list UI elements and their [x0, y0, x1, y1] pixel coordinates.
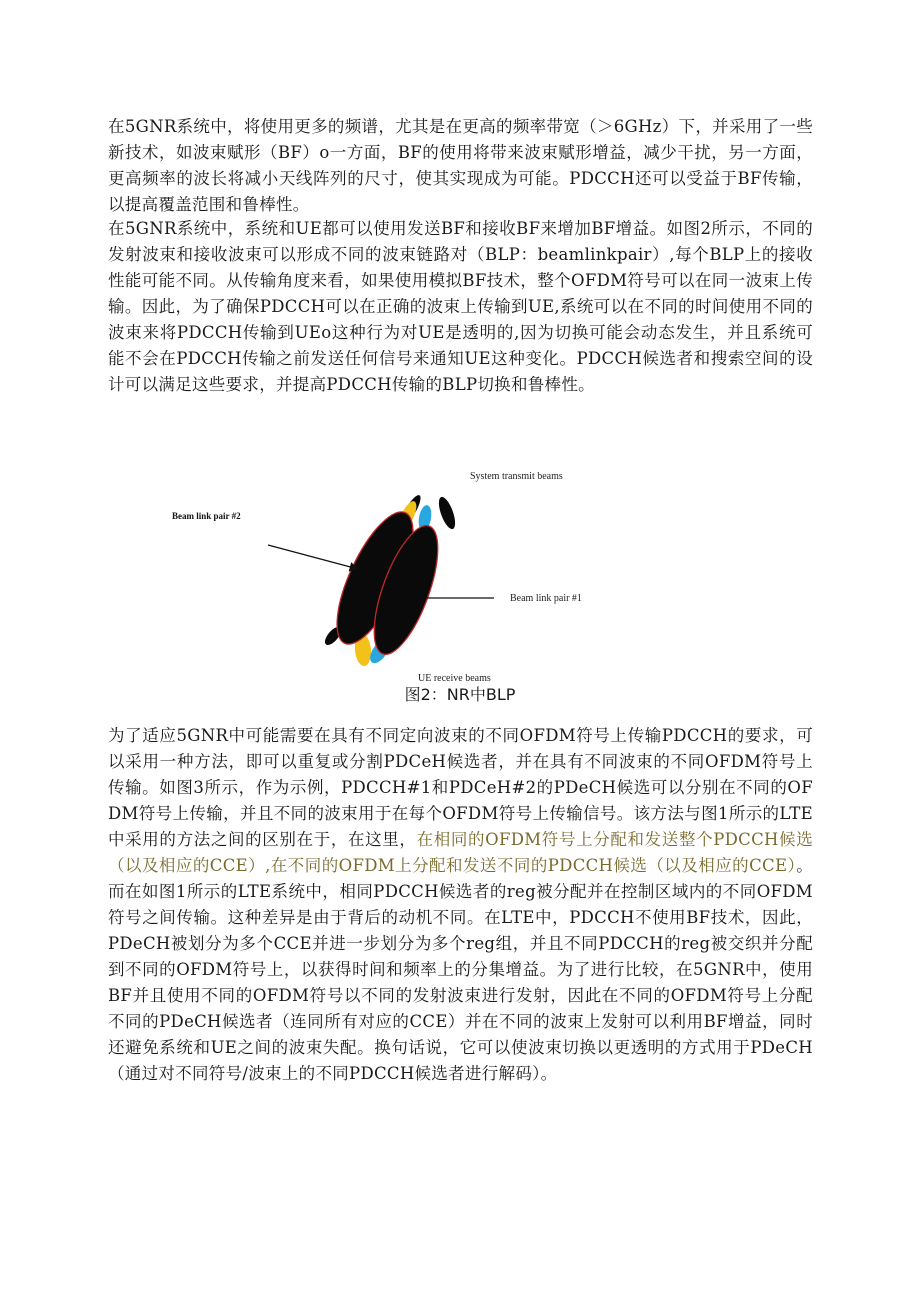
paragraph-intro: 在5GNR系统中，将使用更多的频谱，尤其是在更高的频率带宽（＞6GHz）下，并采用了一些新技术，如波束赋形（BF）o一方面，BF的使用将带来波束赋形增益，减少干扰，另一方面，更高频率的波长将减小天线阵列的尺寸，使其实现成为可能。PDCCH还可以受益于BF传输，以提高覆盖范围和鲁棒性。	[108, 117, 813, 214]
blp-figure	[160, 455, 600, 685]
paragraph-beam-link-pair: 在5GNR系统中，系统和UE都可以使用发送BF和接收BF来增加BF增益。如图2所示，不同的发射波束和接收波束可以形成不同的波束链路对（BLP：beamlinkpair）,每个BLP上的接收性能可能不同。从传输角度来看，如果使用模拟BF技术，整个OFDM符号可以在同一波束上传输。因此，为了确保PDCCH可以在正确的波束上传输到UE,系统可以在不同的时间使用不同的波束来将PDCCH传输到UEo这种行为对UE是透明的,因为切换可能会动态发生，并且系统可能不会在PDCCH传输之前发送任何信号来通知UE这种变化。PDCCH候选者和搜索空间的设计可以满足这些要求，并提高PDCCH传输的BLP切换和鲁棒性。	[108, 219, 813, 394]
label-ue-receive-beams: UE receive beams	[418, 673, 491, 684]
system-beam-right	[436, 495, 459, 531]
label-system-transmit-beams: System transmit beams	[470, 471, 563, 482]
highlighted-text: 在相同的OFDM符号上分配和发送整个PDCCH候选（以及相应的CCE）,在不同的OFDM上分配和发送不同的PDCCH候选（以及相应的CCE）	[108, 830, 813, 875]
paragraph-pdcch-candidates	[108, 723, 813, 1087]
figure-caption: 图2：NR中BLP	[404, 685, 516, 704]
paragraph-text-part1: 为了适应5GNR中可能需要在具有不同定向波束的不同OFDM符号上传输PDCCH的要求，可以采用一种方法，即可以重复或分割PDCeH候选者，并在具有不同波束的不同OFDM符号上传输。如图3所示，作为示例，PDCCH#1和PDCeH#2的PDeCH候选可以分别在不同的OFDM符号上传输，并且不同的波束用于在每个OFDM符号上传输信号。该方法与图1所示的LTE中采用的方法之间的区别在于，在这里，	[108, 726, 813, 849]
paragraph-text-part2: 。而在如图1所示的LTE系统中，相同PDCCH候选者的reg被分配并在控制区域内的不同OFDM符号之间传输。这种差异是由于背后的动机不同。在LTE中，PDCCH不使用BF技术，因此，PDeCH被划分为多个CCE并进一步划分为多个reg组，并且不同PDCCH的reg被交织并分配到不同的OFDM符号上，以获得时间和频率上的分集增益。为了进行比较，在5GNR中，使用BF并且使用不同的OFDM符号以不同的发射波束进行发射，因此在不同的OFDM符号上分配不同的PDeCH候选者（连同所有对应的CCE）并在不同的波束上发射可以利用BF增益，同时还避免系统和UE之间的波束失配。换句话说，它可以使波束切换以更透明的方式用于PDeCH（通过对不同符号/波束上的不同PDCCH候选者进行解码）。	[108, 856, 813, 1083]
arrow-blp2	[268, 545, 358, 569]
label-beam-link-pair-1: Beam link pair #1	[510, 593, 582, 604]
label-beam-link-pair-2: Beam link pair #2	[172, 511, 241, 521]
